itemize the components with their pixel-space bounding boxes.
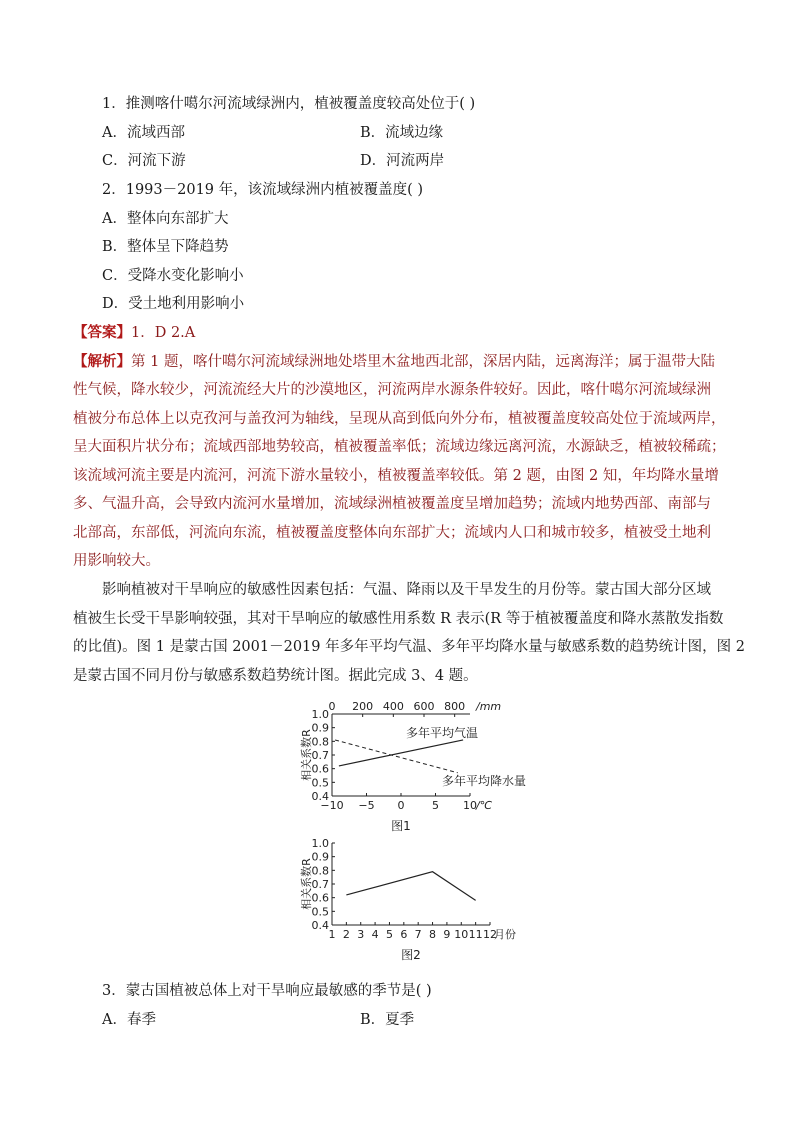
analysis-line-8: 用影响较大。 bbox=[73, 553, 160, 569]
fig2-y-label: 相关系数R bbox=[300, 858, 313, 910]
fig1-y-tick-label: 0.8 bbox=[311, 735, 329, 749]
analysis-line-3: 植被分布总体上以克孜河与盖孜河为轴线，呈现从高到低向外分布，植被覆盖度较高处位于流域两岸， bbox=[73, 411, 726, 427]
question-3-stem: 3．蒙古国植被总体上对干旱响应最敏感的季节是( ) bbox=[102, 983, 432, 999]
fig2-x-tick-label: 6 bbox=[400, 928, 408, 941]
fig1-y-tick-label: 0.9 bbox=[311, 721, 329, 735]
question-1-option-a: A．流域西部 bbox=[102, 125, 185, 141]
fig1-series-precipitation-label: 多年平均降水量 bbox=[441, 774, 527, 788]
fig1-x-top-tick-label: 800 bbox=[444, 700, 466, 713]
intro-line-1: 影响植被对干旱响应的敏感性因素包括：气温、降雨以及干旱发生的月份等。蒙古国大部分区域 bbox=[102, 582, 711, 598]
question-1-option-b: B．流域边缘 bbox=[360, 125, 444, 141]
question-3-option-a: A．春季 bbox=[102, 1012, 156, 1028]
fig1-x-bottom-tick-label: −5 bbox=[358, 799, 375, 812]
fig2-y-tick-label: 0.4 bbox=[311, 919, 329, 932]
question-1-stem: 1．推测喀什噶尔河流域绿洲内，植被覆盖度较高处位于( ) bbox=[102, 96, 476, 112]
fig2-x-tick-label: 12 bbox=[483, 928, 497, 941]
intro-line-2: 植被生长受干旱影响较强，其对干旱响应的敏感性用系数 R 表示(R 等于植被覆盖度和降水蒸散发指数 bbox=[73, 611, 724, 627]
fig1-x-top-tick-label: 400 bbox=[382, 700, 404, 713]
question-1-option-d: D．河流两岸 bbox=[360, 153, 445, 169]
answer-value: 1．D 2.A bbox=[131, 325, 196, 341]
intro-line-4: 是蒙古国不同月份与敏感系数趋势统计图。据此完成 3、4 题。 bbox=[73, 668, 478, 684]
fig2-y-tick-label: 0.9 bbox=[311, 850, 329, 864]
question-2-stem: 2．1993－2019 年，该流域绿洲内植被覆盖度( ) bbox=[102, 182, 424, 198]
analysis-label: 【解析】 bbox=[73, 353, 131, 370]
fig2-x-tick-label: 9 bbox=[443, 928, 451, 941]
analysis-line-7: 北部高，东部低，河流向东流，植被覆盖度整体向东部扩大；流域内人口和城市较多，植被受土地利 bbox=[73, 525, 711, 541]
analysis-line-2: 性气候，降水较少，河流流经大片的沙漠地区，河流两岸水源条件较好。因此，喀什噶尔河流域绿洲 bbox=[73, 382, 711, 398]
fig2-x-tick-label: 2 bbox=[342, 928, 350, 941]
question-2-option-d: D．受土地利用影响小 bbox=[102, 296, 245, 312]
fig2-y-tick-label: 0.6 bbox=[311, 891, 329, 905]
analysis-line-1 bbox=[73, 353, 723, 371]
fig2-x-tick-label: 3 bbox=[357, 928, 365, 941]
fig2-x-label: 月份 bbox=[494, 928, 516, 941]
analysis-line-6: 多、气温升高，会导致内流河水量增加，流域绿洲植被覆盖度呈增加趋势；流域内地势西部、南部与 bbox=[73, 496, 711, 512]
fig2-x-tick-label: 11 bbox=[468, 928, 483, 941]
question-1-option-c: C．河流下游 bbox=[102, 153, 186, 169]
figure-2-chart bbox=[290, 835, 550, 965]
fig1-x-bottom-tick-label: 10 bbox=[463, 799, 477, 812]
analysis-line-4: 呈大面积片状分布；流域西部地势较高，植被覆盖率低；流域边缘远离河流，水源缺乏，植被较稀疏； bbox=[73, 439, 726, 455]
fig1-x-top-unit: /mm bbox=[476, 700, 502, 713]
question-2-option-b: B．整体呈下降趋势 bbox=[102, 239, 229, 255]
fig2-y-tick-label: 0.5 bbox=[311, 905, 329, 919]
analysis-text-1: 第 1 题，喀什噶尔河流域绿洲地处塔里木盆地西北部，深居内陆，远离海洋；属于温带大陆 bbox=[131, 354, 715, 370]
fig1-y-tick-label: 0.6 bbox=[311, 762, 329, 776]
fig1-y-tick-label: 0.7 bbox=[311, 749, 329, 762]
fig2-y-tick-label: 0.8 bbox=[311, 864, 329, 878]
fig1-caption: 图1 bbox=[391, 819, 411, 833]
fig1-x-bottom-unit: /℃ bbox=[476, 799, 493, 812]
fig2-caption: 图2 bbox=[401, 948, 421, 962]
fig1-y-tick-label: 1.0 bbox=[311, 708, 329, 721]
fig1-y-tick-label: 0.4 bbox=[311, 790, 329, 803]
question-2-option-a: A．整体向东部扩大 bbox=[102, 211, 229, 227]
fig1-series-temperature-label: 多年平均气温 bbox=[405, 726, 479, 740]
fig2-x-tick-label: 5 bbox=[385, 928, 393, 941]
fig2-x-tick-label: 7 bbox=[414, 928, 422, 941]
fig2-series-line bbox=[346, 872, 475, 901]
fig2-x-tick-label: 1 bbox=[328, 928, 336, 941]
figure-1-chart bbox=[290, 698, 550, 836]
fig1-y-tick-label: 0.5 bbox=[311, 776, 329, 790]
question-3-option-b: B．夏季 bbox=[360, 1012, 415, 1028]
fig2-x-tick-label: 8 bbox=[429, 928, 437, 941]
fig2-x-tick-label: 4 bbox=[371, 928, 379, 941]
fig1-x-top-tick-label: 0 bbox=[328, 700, 336, 713]
fig1-x-bottom-tick-label: −10 bbox=[320, 799, 344, 812]
fig1-x-bottom-tick-label: 0 bbox=[397, 799, 405, 812]
answer-block bbox=[73, 324, 195, 342]
fig2-x-tick-label: 10 bbox=[454, 928, 469, 941]
analysis-line-5: 该流域河流主要是内流河，河流下游水量较小，植被覆盖率较低。第 2 题，由图 2 知，年均降水量增 bbox=[73, 468, 719, 484]
fig1-series-temperature bbox=[339, 740, 463, 766]
fig1-x-bottom-tick-label: 5 bbox=[432, 799, 439, 812]
question-2-option-c: C．受降水变化影响小 bbox=[102, 268, 244, 284]
fig2-y-tick-label: 1.0 bbox=[311, 837, 329, 850]
answer-label: 【答案】 bbox=[73, 324, 131, 341]
fig1-x-top-tick-label: 200 bbox=[352, 700, 374, 713]
fig1-y-label: 相关系数R bbox=[300, 729, 313, 781]
intro-line-3: 的比值)。图 1 是蒙古国 2001－2019 年多年平均气温、多年平均降水量与敏感系数的趋势统计图，图 2 bbox=[73, 639, 745, 655]
fig2-y-tick-label: 0.7 bbox=[311, 878, 329, 891]
fig1-x-top-tick-label: 600 bbox=[413, 700, 435, 713]
